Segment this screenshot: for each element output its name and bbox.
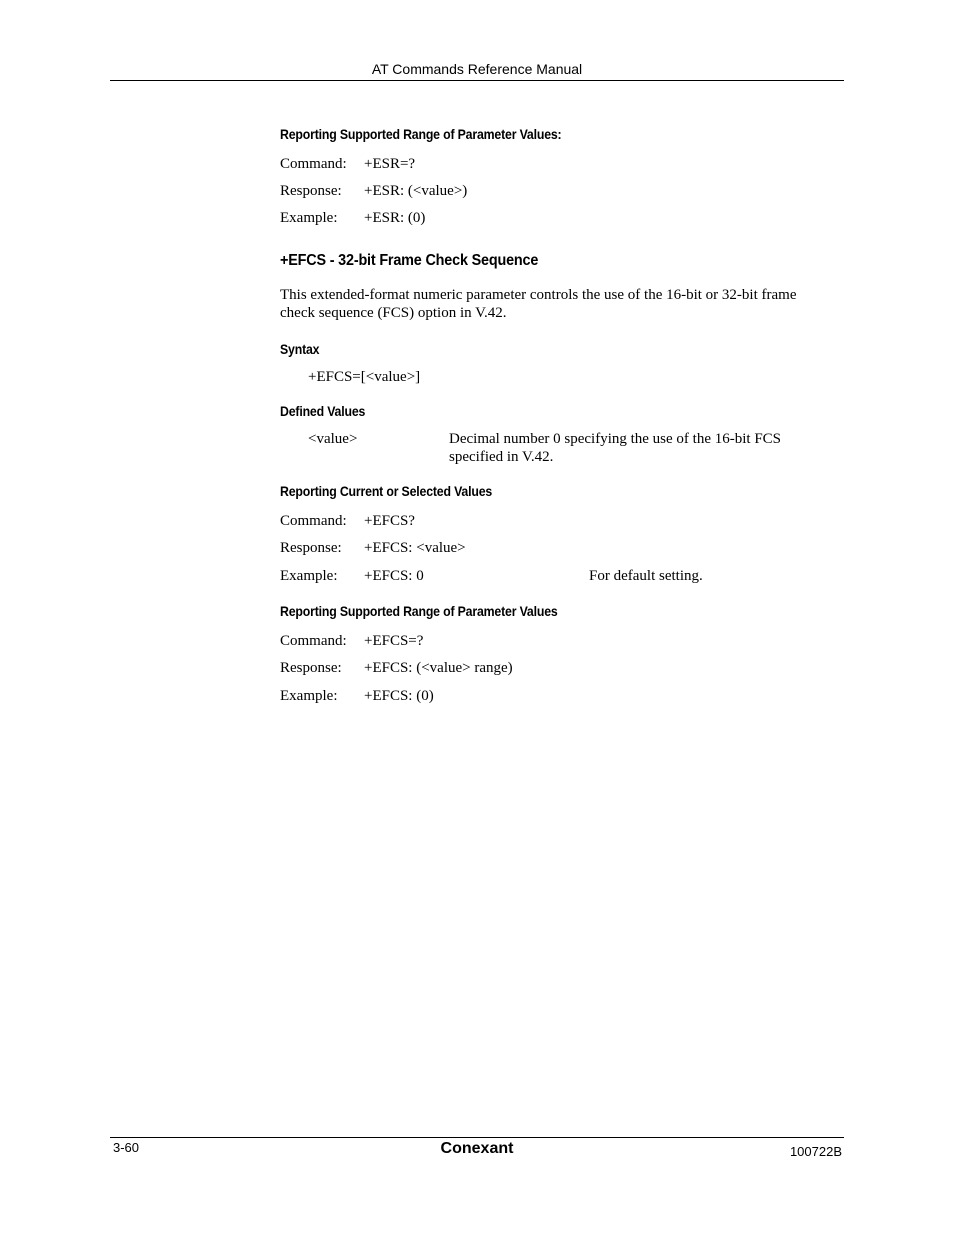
- row-label: Example:: [280, 568, 338, 584]
- row-label: Response:: [280, 540, 342, 556]
- section-heading-esr-supported: Reporting Supported Range of Parameter Values:: [280, 126, 562, 142]
- row-label: Example:: [280, 688, 338, 704]
- row-value: +ESR: (<value>): [364, 183, 468, 199]
- defined-values-heading: Defined Values: [280, 403, 366, 419]
- syntax-heading: Syntax: [280, 341, 320, 357]
- row-note: For default setting.: [589, 568, 703, 584]
- row-label: Example:: [280, 210, 338, 226]
- footer-company: Conexant: [440, 1140, 514, 1157]
- defined-value-name: <value>: [308, 431, 358, 447]
- footer-rule: [110, 1137, 844, 1138]
- row-label: Command:: [280, 156, 347, 172]
- row-value: +ESR: (0): [364, 210, 426, 226]
- section-heading-efcs-supported: Reporting Supported Range of Parameter Values: [280, 603, 558, 619]
- row-value: +EFCS=?: [364, 633, 424, 649]
- row-value: +EFCS: (<value> range): [364, 660, 513, 676]
- doc-number: 100722B: [789, 1144, 842, 1159]
- defined-value-description: Decimal number 0 specifying the use of the 16-bit FCS specified in V.42.: [449, 431, 782, 465]
- command-title-efcs: +EFCS - 32-bit Frame Check Sequence: [280, 252, 539, 269]
- row-label: Response:: [280, 660, 342, 676]
- section-heading-efcs-current: Reporting Current or Selected Values: [280, 483, 493, 499]
- row-label: Response:: [280, 183, 342, 199]
- row-value: +EFCS: <value>: [364, 540, 466, 556]
- page-number: 3-60: [113, 1140, 140, 1155]
- header-rule: [110, 80, 844, 81]
- row-value: +EFCS: (0): [364, 688, 434, 704]
- row-label: Command:: [280, 633, 347, 649]
- row-value: +ESR=?: [364, 156, 416, 172]
- running-header: AT Commands Reference Manual: [371, 61, 583, 77]
- syntax-text: +EFCS=[<value>]: [308, 369, 421, 385]
- row-label: Command:: [280, 513, 347, 529]
- efcs-description: This extended-format numeric parameter controls the use of the 16-bit or 32-bit frame check sequence (FCS) option in V.42.: [280, 287, 797, 321]
- row-value: +EFCS?: [364, 513, 415, 529]
- row-value: +EFCS: 0: [364, 568, 424, 584]
